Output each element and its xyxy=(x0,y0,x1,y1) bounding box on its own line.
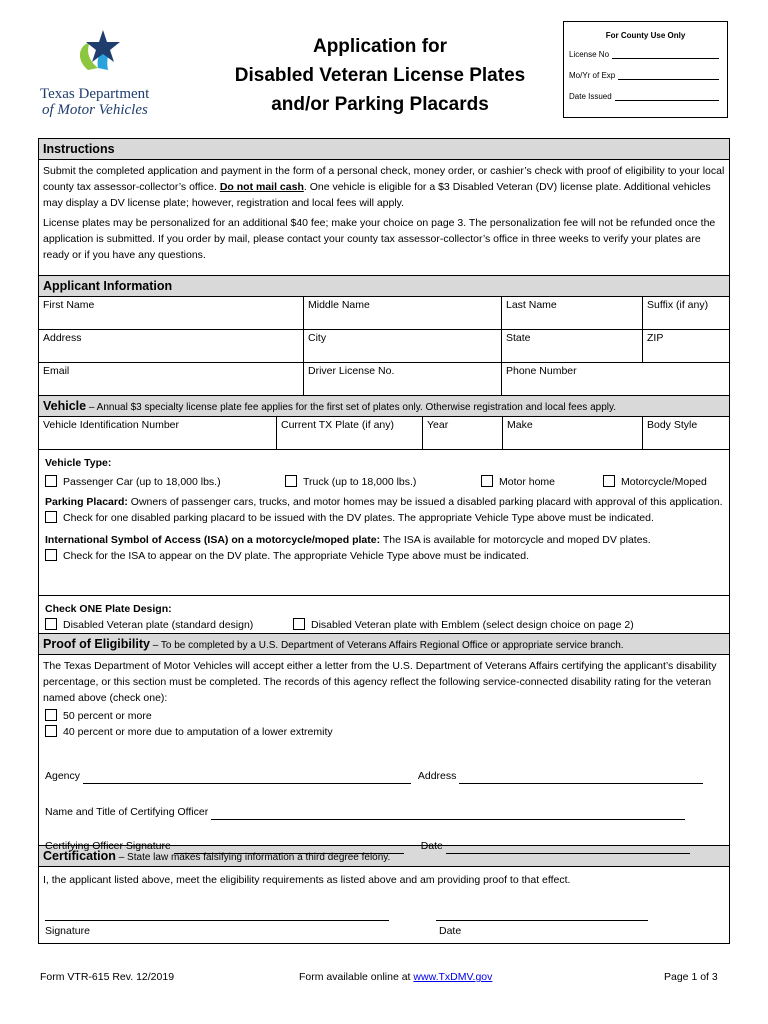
first-name-field[interactable]: First Name xyxy=(39,297,304,329)
signature-label: Signature xyxy=(45,925,90,937)
certification-date-label: Date xyxy=(439,925,462,937)
checkbox[interactable] xyxy=(45,475,57,487)
vehicle-type-truck[interactable]: Truck (up to 18,000 lbs.) xyxy=(285,474,416,490)
txdmv-link[interactable]: www.TxDMV.gov xyxy=(413,971,493,983)
page-title xyxy=(200,32,560,119)
vin-field[interactable]: Vehicle Identification Number xyxy=(39,417,277,449)
option-40-percent[interactable]: 40 percent or more due to amputation of a lower extremity xyxy=(39,724,729,740)
phone-field[interactable]: Phone Number xyxy=(506,365,577,377)
vehicle-type-label: Vehicle Type: xyxy=(45,457,112,469)
title-line1: Application for xyxy=(312,36,448,57)
vehicle-type-passenger[interactable]: Passenger Car (up to 18,000 lbs.) xyxy=(45,474,221,490)
zip-field[interactable]: ZIP xyxy=(647,332,664,344)
proof-address-field[interactable] xyxy=(459,773,703,784)
proof-address-label: Address xyxy=(417,770,457,782)
city-field[interactable]: City xyxy=(304,330,502,362)
checkbox[interactable] xyxy=(481,475,493,487)
date-issued-label: Date Issued xyxy=(569,92,612,101)
current-plate-field[interactable]: Current TX Plate (if any) xyxy=(277,417,423,449)
checkbox[interactable] xyxy=(45,511,57,523)
date-issued-field[interactable] xyxy=(615,92,719,101)
do-not-mail-cash: Do not mail cash xyxy=(219,181,304,193)
body-style-field[interactable]: Body Style xyxy=(647,419,698,431)
state-field[interactable]: State xyxy=(502,330,643,362)
last-name-field[interactable]: Last Name xyxy=(502,297,643,329)
checkbox[interactable] xyxy=(285,475,297,487)
mo-yr-exp-field[interactable] xyxy=(618,71,719,80)
county-use-box xyxy=(563,21,728,118)
agency-label: Agency xyxy=(45,770,81,782)
proof-date-field[interactable] xyxy=(446,843,690,854)
txdmv-logo xyxy=(40,28,170,120)
proof-paragraph: The Texas Department of Motor Vehicles will accept either a letter from the U.S. Department of Veterans Affairs certifying the applicant’s disability percentage, or this section must be completed. The records of this agency reflect the following service-connected disability rating for the veteran named above (check one): xyxy=(43,660,717,704)
driver-license-field[interactable]: Driver License No. xyxy=(304,363,502,395)
middle-name-field[interactable]: Middle Name xyxy=(304,297,502,329)
page-number: Page 1 of 3 xyxy=(664,971,718,983)
instructions-heading: Instructions xyxy=(39,139,729,160)
certification-text: I, the applicant listed above, meet the eligibility requirements as listed above and am providing proof to that effect. xyxy=(43,874,571,886)
form-id: Form VTR-615 Rev. 12/2019 xyxy=(40,971,175,983)
vehicle-heading: Vehicle – Annual $3 specialty license plate fee applies for the first set of plates only. Otherwise registration and local fees apply. xyxy=(39,396,729,417)
mo-yr-exp-label: Mo/Yr of Exp xyxy=(569,71,616,80)
officer-signature-field[interactable] xyxy=(174,843,404,854)
online-notice: Form available online at www.TxDMV.gov xyxy=(299,971,493,983)
county-box-heading: For County Use Only xyxy=(605,31,686,40)
instructions-paragraph-2: License plates may be personalized for an additional $40 fee; make your choice on page 3. The personalization fee will not be refunded once the application is submitted. If you order by mail, please contact your county tax assessor-collector’s office in three weeks to verify your plates are ready or if you have any questions. xyxy=(43,217,716,261)
title-line2: Disabled Veteran License Plates xyxy=(234,65,526,86)
agency-name-line1: Texas Department xyxy=(40,86,150,102)
title-line3: and/or Parking Placards xyxy=(271,94,489,115)
email-field[interactable]: Email xyxy=(39,363,304,395)
license-no-label: License No xyxy=(569,50,610,59)
option-50-percent[interactable]: 50 percent or more xyxy=(39,708,729,724)
plate-design-label: Check ONE Plate Design: xyxy=(45,603,172,615)
design-emblem-option[interactable]: Disabled Veteran plate with Emblem (select design choice on page 2) xyxy=(293,617,634,633)
proof-heading: Proof of Eligibility – To be completed by a U.S. Department of Veterans Affairs Regional Office or appropriate service branch. xyxy=(39,634,729,655)
suffix-field[interactable]: Suffix (if any) xyxy=(647,299,709,311)
license-no-field[interactable] xyxy=(612,50,719,59)
address-field[interactable]: Address xyxy=(39,330,304,362)
star-icon xyxy=(68,28,138,88)
checkbox[interactable] xyxy=(45,549,57,561)
officer-name-field[interactable] xyxy=(211,809,685,820)
applicant-date-field[interactable] xyxy=(436,919,648,921)
officer-name-label: Name and Title of Certifying Officer xyxy=(45,806,209,818)
agency-field[interactable] xyxy=(83,773,411,784)
make-field[interactable]: Make xyxy=(503,417,643,449)
parking-placard-check[interactable]: Check for one disabled parking placard to be issued with the DV plates. The appropriate Vehicle Type above must be indicated. xyxy=(39,510,729,526)
checkbox[interactable] xyxy=(293,618,305,630)
checkbox[interactable] xyxy=(45,725,57,737)
agency-name-line2: of Motor Vehicles xyxy=(42,102,148,118)
year-field[interactable]: Year xyxy=(423,417,503,449)
applicant-signature-field[interactable] xyxy=(45,919,389,921)
checkbox[interactable] xyxy=(45,709,57,721)
proof-date-label: Date xyxy=(420,840,443,852)
design-standard-option[interactable]: Disabled Veteran plate (standard design) xyxy=(45,617,253,633)
applicant-heading: Applicant Information xyxy=(39,276,729,297)
checkbox[interactable] xyxy=(603,475,615,487)
certification-heading: Certification – State law makes falsifying information a third degree felony. xyxy=(39,846,729,867)
isa-check[interactable]: Check for the ISA to appear on the DV plate. The appropriate Vehicle Type above must be indicated. xyxy=(39,548,729,564)
officer-signature-label: Certifying Officer Signature xyxy=(45,840,171,852)
isa-text: International Symbol of Access (ISA) on a motorcycle/moped plate: The ISA is available for motorcycle and moped DV plates. xyxy=(45,534,651,546)
instructions-paragraph-1: Submit the completed application and payment in the form of a personal check, money order, or cashier’s check with proof of eligibility to your local county tax assessor-collector’s office. Do not mail cash. One vehicle is eligible for a $3 Disabled Veteran (DV) license plate. Additional vehicles may display a DV license plate; however, registration and local fees will apply. xyxy=(43,165,725,209)
vehicle-type-motorhome[interactable]: Motor home xyxy=(481,474,555,490)
parking-placard-text: Parking Placard: Owners of passenger cars, trucks, and motor homes may be issued a disabled parking placard with approval of this application. xyxy=(45,496,723,508)
checkbox[interactable] xyxy=(45,618,57,630)
vehicle-type-motorcycle[interactable]: Motorcycle/Moped xyxy=(603,474,707,490)
application-form xyxy=(38,138,730,944)
